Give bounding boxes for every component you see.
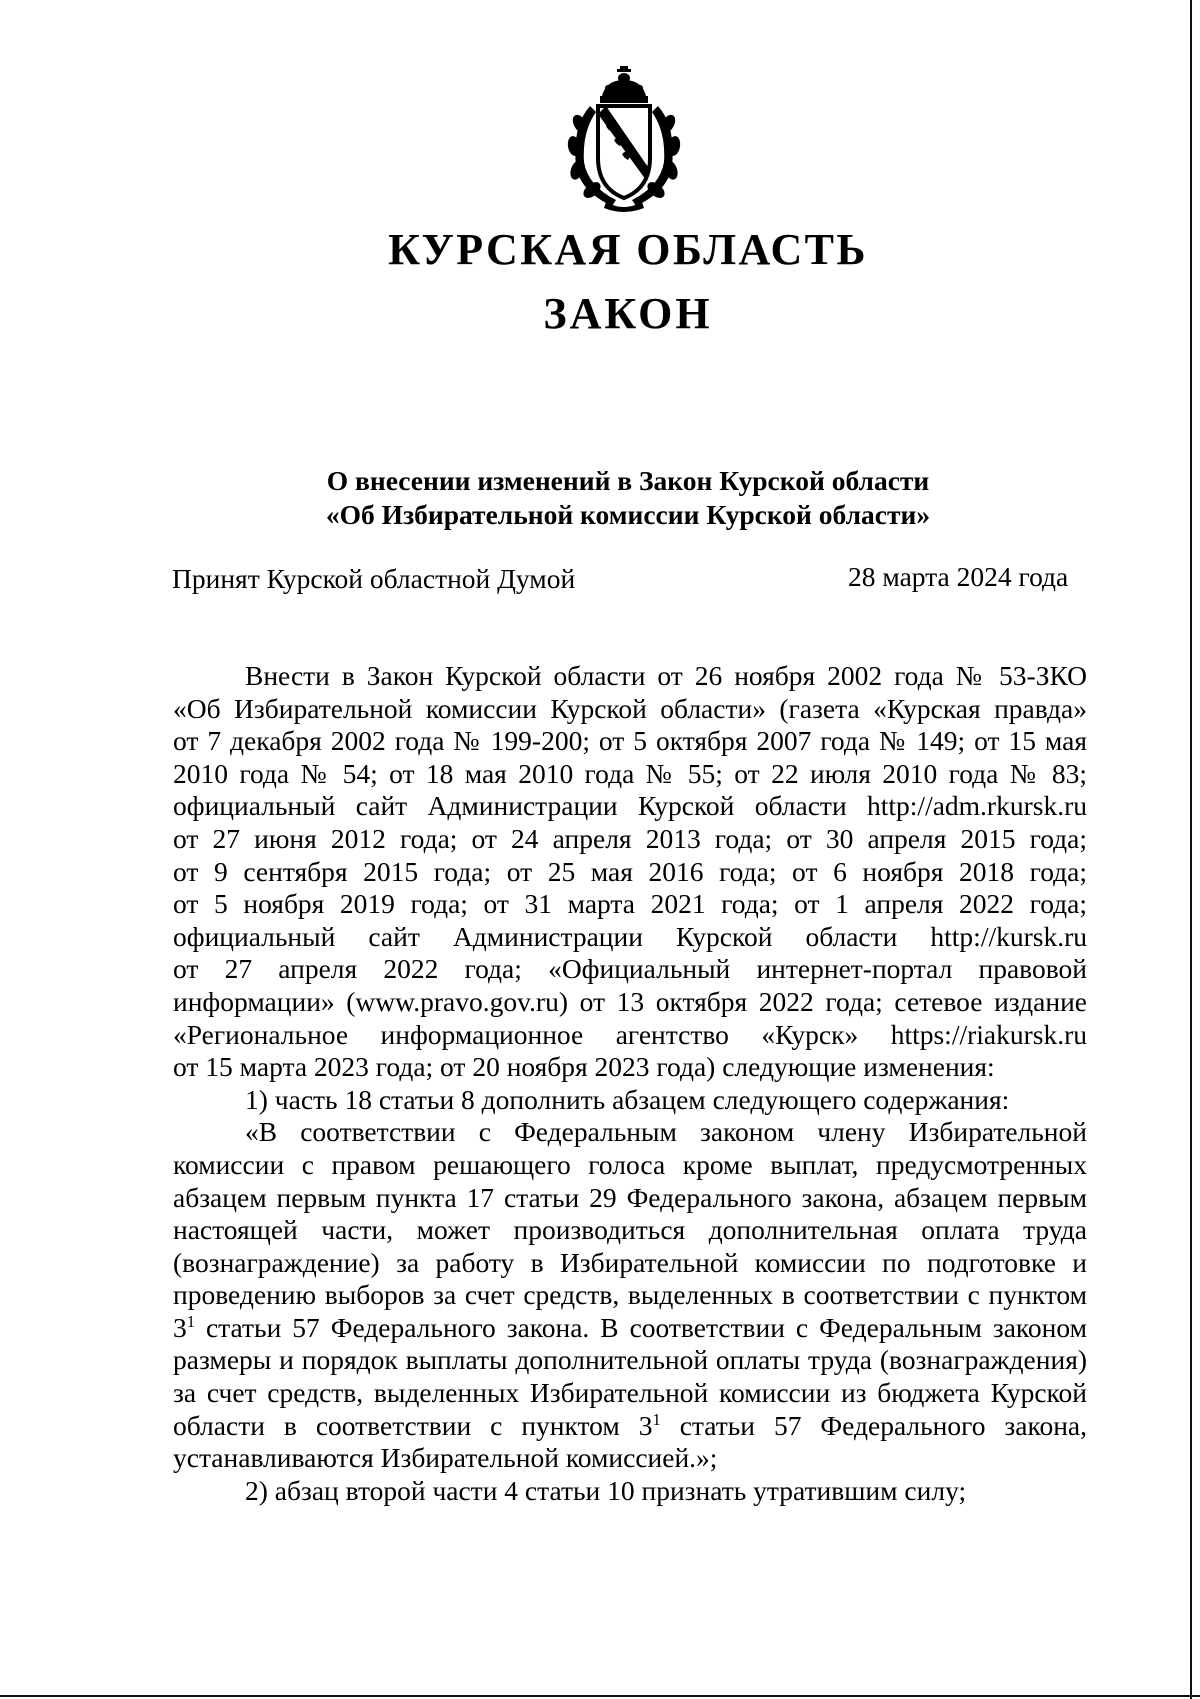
law-title-line-2: «Об Избирательной комиссии Курской области» [325,499,931,530]
coat-of-arms-emblem [562,66,686,212]
law-title [0,464,1200,532]
adoption-date: 28 марта 2024 года [848,561,1069,592]
superscript: 1 [652,1409,661,1429]
intro-line: «Региональное информационное агентство «Курск» https://riakursk.ru [173,1018,1087,1050]
intro-line: от 9 сентября 2015 года; от 25 мая 2016 года; от 6 ноября 2018 года; [173,855,1087,887]
intro-line: от 5 ноября 2019 года; от 31 марта 2021 года; от 1 апреля 2022 года; [173,888,1087,920]
amendment-quote [173,1116,1087,1475]
page-edge-right [1190,0,1192,1699]
region-title: КУРСКАЯ ОБЛАСТЬ [388,225,868,274]
quote-text: статьи 57 Федерального закона. В соответствии с Федеральным законом размеры и порядок выплаты дополнительной оплаты труда (вознаграждения) за счет средств, выделенных Избирательной комиссии из бюджета Курской области в соответствии с пунктом 3 [173,1311,1087,1441]
intro-line: от 27 апреля 2022 года; «Официальный интернет-портал правовой [173,953,1087,985]
law-title-line-1: О внесении изменений в Закон Курской области [326,465,930,496]
superscript: 1 [186,1311,195,1331]
amendment-item-1: 1) часть 18 статьи 8 дополнить абзацем следующего содержания: [245,1083,1010,1115]
intro-line: официальный сайт Администрации Курской области http://adm.rkursk.ru [173,790,1087,822]
intro-line: информации» (www.pravo.gov.ru) от 13 октября 2022 года; сетевое издание [173,985,1087,1017]
intro-line: от 27 июня 2012 года; от 24 апреля 2013 года; от 30 апреля 2015 года; [173,822,1087,854]
page-edge-bottom [0,1695,1200,1697]
quote-text: «В соответствии с Федеральным законом члену Избирательной комиссии с правом решающего голоса кроме выплат, предусмотренных абзацем первым пункта 17 статьи 29 Федерального закона, абзацем первым настоящей части, может производиться дополнительная оплата труда (вознаграждение) за работу в Избирательной комиссии по подготовке и проведению выборов за счет средств, выделенных в соответствии с пунктом 3 [173,1116,1087,1343]
intro-line: официальный сайт Администрации Курской области http://kursk.ru [173,920,1087,952]
quote-text: статьи 57 Федерального закона, устанавливаются Избирательной комиссией.»; [173,1409,1087,1474]
adopted-by: Принят Курской областной Думой [172,563,576,594]
law-body [173,660,1087,1507]
intro-line: 2010 года № 54; от 18 мая 2010 года № 55; от 22 июля 2010 года № 83; [173,757,1087,789]
document-type: ЗАКОН [543,289,713,338]
intro-line: от 7 декабря 2002 года № 199-200; от 5 октября 2007 года № 149; от 15 мая [173,725,1087,757]
amendment-item-2: 2) абзац второй части 4 статьи 10 признать утратившим силу; [245,1474,967,1506]
intro-line: от 15 марта 2023 года; от 20 ноября 2023 года) следующие изменения: [173,1051,995,1083]
intro-line: Внести в Закон Курской области от 26 ноября 2002 года № 53-ЗКО [245,660,1087,691]
intro-line: «Об Избирательной комиссии Курской области» (газета «Курская правда» [173,692,1087,724]
